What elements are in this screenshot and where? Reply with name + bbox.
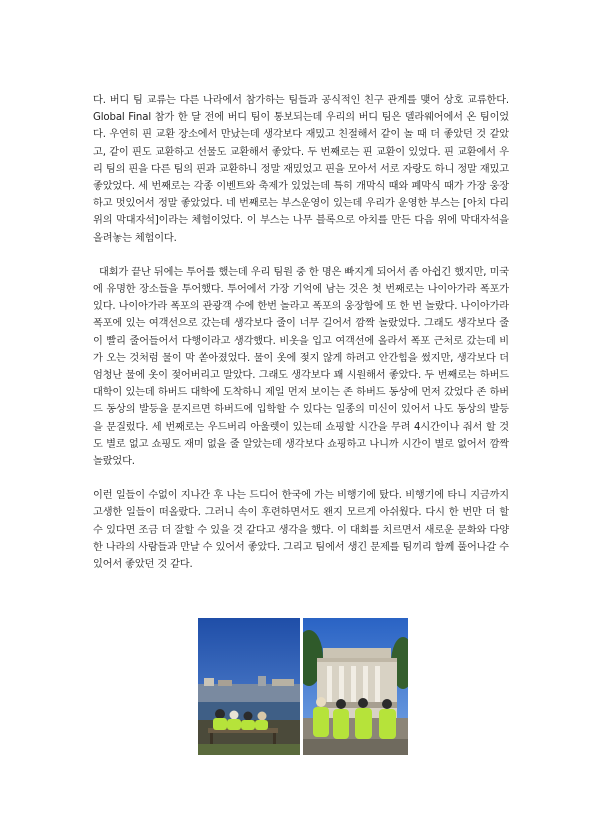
paragraph-1: 다. 버디 팀 교류는 다른 나라에서 참가하는 팀들과 공식적인 친구 관계를 맺어 상호 교류한다. Global Final 참가 한 달 전에 버디 팀이 통보되는데 우리의 버디 팀은 델라웨어에서 온 팀이었다. 우연히 핀 교환 장소에서 만났는데 생각보다 재밌고 친절해서 같이 놀 때 더 좋았던 것 같았고, 같이 핀도 교환하고 선물도 교환해서 좋았다. 두 번째로는 핀 교환이 있었다. 핀 교환에서 우리 팀의 핀을 다른 팀의 핀과 교환하니 정말 재밌었고 핀을 모아서 서로 자랑도 하니 정말 재밌고 좋았었다. 세 번째로는 각종 이벤트와 축제가 있었는데 특히 개막식 때와 폐막식 때가 가장 웅장하고 멋있어서 정말 좋았었다. 네 번째로는 부스운영이 있는데 우리가 운영한 부스는 [아치 다리 위의 막대자석]이라는 체험이었다. 이 부스는 나무 블록으로 아치를 만든 다음 위에 막대자석을 올려놓는 체험이다.	[93, 95, 509, 244]
harbor-photo	[198, 618, 300, 755]
photo-strip	[198, 618, 408, 755]
paragraph-2: 대회가 끝난 뒤에는 투어를 했는데 우리 팀원 중 한 명은 빠지게 되어서 좀 아쉽긴 했지만, 미국에 유명한 장소들을 투어했다. 투어에서 가장 기억에 남는 것은 첫 번째로는 나이아가라 폭포가 있다. 나이아가라 폭포의 관광객 수에 한번 놀라고 폭포의 웅장함에 또 한 번 놀랐다. 나이아가라 폭포에 있는 여객선으로 갔는데 생각보다 줄이 너무 길어서 깜짝 놀랐었다. 그래도 생각보다 줄이 빨리 줄어들어서 다행이라고 생각했다. 비옷을 입고 여객선에 올라서 폭포 근처로 갔는데 비가 오는 것처럼 물이 막 쏟아졌었다. 물이 옷에 젖지 않게 하려고 안간힘을 썼지만, 생각보다 더 엄청난 물에 옷이 젖어버리고 말았다. 그래도 생각보다 꽤 시원해서 좋았다. 두 번째로는 하버드 대학이 있는데 하버드 대학에 도착하니 제일 먼저 보이는 존 하버드 동상에 먼저 갔었다 존 하버드 동상의 발등을 문지르면 하버드에 입학할 수 있다는 일종의 미신이 있어서 나도 동상의 발등을 문질렀다. 세 번째로는 우드버리 아울렛이 있는데 쇼핑할 시간을 무려 4시간이나 줘서 할 것도 별로 없고 쇼핑도 재미 없을 줄 알았는데 생각보다 쇼핑하고 나니까 시간이 별로 없어서 깜짝 놀랐었다.	[93, 266, 509, 468]
paragraph-3: 이런 일들이 수없이 지나간 후 나는 드디어 한국에 가는 비행기에 탔다. 비행기에 타니 지금까지 고생한 일들이 떠올랐다. 그러니 속이 후련하면서도 왠지 모르게 아쉬웠다. 다시 한 번만 더 할 수 있다면 조금 더 잘할 수 있을 것 같다고 생각을 했다. 이 대회를 치르면서 새로운 문화와 다양한 나라의 사람들과 만날 수 있어서 좋았다. 그리고 팀에서 생긴 문제를 팀끼리 함께 풀어나갈 수 있어서 좋았던 것 같다.	[93, 490, 509, 571]
harvard-photo	[303, 618, 408, 755]
body-text	[93, 92, 509, 573]
